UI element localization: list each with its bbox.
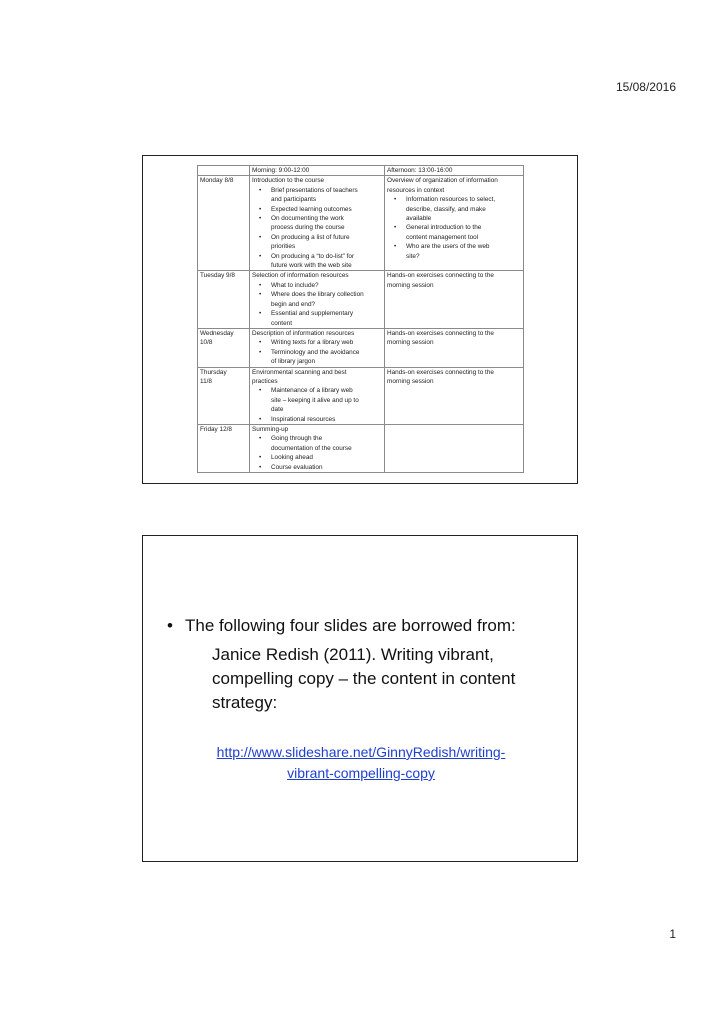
schedule-morning-cell xyxy=(250,176,385,271)
morning-topic xyxy=(271,463,382,472)
topic-line: and participants xyxy=(271,196,317,204)
topic-line: • Inspirational resources xyxy=(271,415,336,423)
schedule-header-cell xyxy=(198,166,250,176)
topic-line: • Course evaluation xyxy=(271,463,323,471)
morning-topic xyxy=(271,186,382,205)
slide-course-schedule xyxy=(142,155,578,484)
morning-topic xyxy=(271,434,382,453)
schedule-day-cell: Tuesday 9/8 xyxy=(198,271,250,328)
morning-title: Environmental scanning and best practices xyxy=(252,368,347,385)
afternoon-topic-list xyxy=(387,195,521,261)
morning-title: Description of information resources xyxy=(252,329,355,337)
schedule-afternoon-cell xyxy=(385,328,524,367)
afternoon-title-line: morning session xyxy=(387,339,434,347)
schedule-day-cell: Wednesday 10/8 xyxy=(198,328,250,367)
schedule-afternoon-cell xyxy=(385,424,524,472)
slide-borrowed-from xyxy=(142,535,578,862)
schedule-morning-cell xyxy=(250,271,385,328)
topic-line: future work with the web site xyxy=(271,262,352,270)
morning-topic-list xyxy=(252,186,382,271)
schedule-afternoon-cell xyxy=(385,271,524,328)
morning-topic xyxy=(271,309,382,328)
afternoon-topic xyxy=(406,223,521,242)
morning-topic xyxy=(271,338,382,347)
schedule-row xyxy=(198,328,524,367)
topic-line: • Where does the library collection xyxy=(271,291,364,299)
topic-line: • Who are the users of the web xyxy=(406,243,490,251)
topic-line: site – keeping it alive and up to xyxy=(271,396,359,404)
bullet-marker: • xyxy=(167,616,173,635)
topic-line: content management tool xyxy=(406,233,479,241)
schedule-header-cell: Afternoon: 13:00-16:00 xyxy=(385,166,524,176)
citation-line: compelling copy – the content in content xyxy=(212,669,516,688)
afternoon-title-line: morning session xyxy=(387,377,434,385)
afternoon-title-line: Hands-on exercises connecting to the xyxy=(387,368,494,376)
morning-topic xyxy=(271,281,382,290)
afternoon-title-line: Hands-on exercises connecting to the xyxy=(387,272,494,280)
schedule-header-cell: Morning: 9:00-12:00 xyxy=(250,166,385,176)
schedule-afternoon-cell xyxy=(385,176,524,271)
schedule-row xyxy=(198,176,524,271)
morning-topic xyxy=(271,386,382,414)
topic-line: • Looking ahead xyxy=(271,454,313,462)
topic-line: • Expected learning outcomes xyxy=(271,205,352,213)
morning-topic xyxy=(271,415,382,424)
topic-line: of library jargon xyxy=(271,358,316,366)
topic-line: • Maintenance of a library web xyxy=(271,387,353,395)
morning-topic-list xyxy=(252,281,382,328)
schedule-day-cell: Monday 8/8 xyxy=(198,176,250,271)
schedule-day-cell: Thursday 11/8 xyxy=(198,367,250,424)
topic-line: • Going through the xyxy=(271,435,323,443)
topic-line: • General introduction to the xyxy=(406,224,482,232)
schedule-row xyxy=(198,424,524,472)
morning-topic xyxy=(271,290,382,309)
topic-line: begin and end? xyxy=(271,300,316,308)
morning-topic xyxy=(271,348,382,367)
header-date: 15/08/2016 xyxy=(615,80,676,94)
citation-line: Janice Redish (2011). Writing vibrant, xyxy=(212,645,494,664)
topic-line: content xyxy=(271,319,292,327)
topic-line: • Brief presentations of teachers xyxy=(271,186,358,194)
morning-title: Selection of information resources xyxy=(252,272,349,280)
morning-topic xyxy=(271,233,382,252)
afternoon-title-line: morning session xyxy=(387,281,434,289)
schedule-header-row xyxy=(198,166,524,176)
link-line[interactable]: vibrant-compelling-copy xyxy=(287,765,435,781)
citation xyxy=(212,643,515,715)
link-line[interactable]: http://www.slideshare.net/GinnyRedish/writing- xyxy=(216,744,506,760)
topic-line: • What to include? xyxy=(271,281,319,289)
topic-line: site? xyxy=(406,252,420,260)
topic-line: available xyxy=(406,215,432,223)
morning-topic-list xyxy=(252,386,382,424)
topic-line: process during the course xyxy=(271,224,345,232)
bullet-text: The following four slides are borrowed from: xyxy=(185,616,516,635)
topic-line: • On producing a “to do-list” for xyxy=(271,252,355,260)
topic-line: • Terminology and the avoidance xyxy=(271,348,360,356)
topic-line: describe, classify, and make xyxy=(406,205,486,213)
schedule-day-cell: Friday 12/8 xyxy=(198,424,250,472)
morning-topic-list xyxy=(252,338,382,366)
schedule-morning-cell xyxy=(250,367,385,424)
afternoon-title-line: Hands-on exercises connecting to the xyxy=(387,329,494,337)
morning-topic xyxy=(271,214,382,233)
afternoon-title-line: resources in context xyxy=(387,186,445,194)
schedule-afternoon-cell xyxy=(385,367,524,424)
morning-topic xyxy=(271,205,382,214)
schedule-morning-cell xyxy=(250,328,385,367)
page-number: 1 xyxy=(669,927,676,941)
slideshare-link[interactable] xyxy=(143,742,579,784)
morning-title: Introduction to the course xyxy=(252,177,325,185)
topic-line: • Information resources to select, xyxy=(406,196,496,204)
schedule-row xyxy=(198,367,524,424)
morning-topic-list xyxy=(252,434,382,472)
schedule-morning-cell xyxy=(250,424,385,472)
topic-line: • Writing texts for a library web xyxy=(271,339,354,347)
topic-line: priorities xyxy=(271,243,296,251)
topic-line: • Essential and supplementary xyxy=(271,310,354,318)
afternoon-topic xyxy=(406,242,521,261)
citation-line: strategy: xyxy=(212,693,278,712)
morning-topic xyxy=(271,453,382,462)
topic-line: • On documenting the work xyxy=(271,215,344,223)
morning-title: Summing-up xyxy=(252,425,289,433)
topic-line: documentation of the course xyxy=(271,444,352,452)
afternoon-title-line: Overview of organization of information xyxy=(387,177,498,185)
morning-topic xyxy=(271,252,382,271)
topic-line: date xyxy=(271,406,284,414)
afternoon-topic xyxy=(406,195,521,223)
schedule-table xyxy=(197,165,524,473)
topic-line: • On producing a list of future xyxy=(271,233,350,241)
schedule-row xyxy=(198,271,524,328)
